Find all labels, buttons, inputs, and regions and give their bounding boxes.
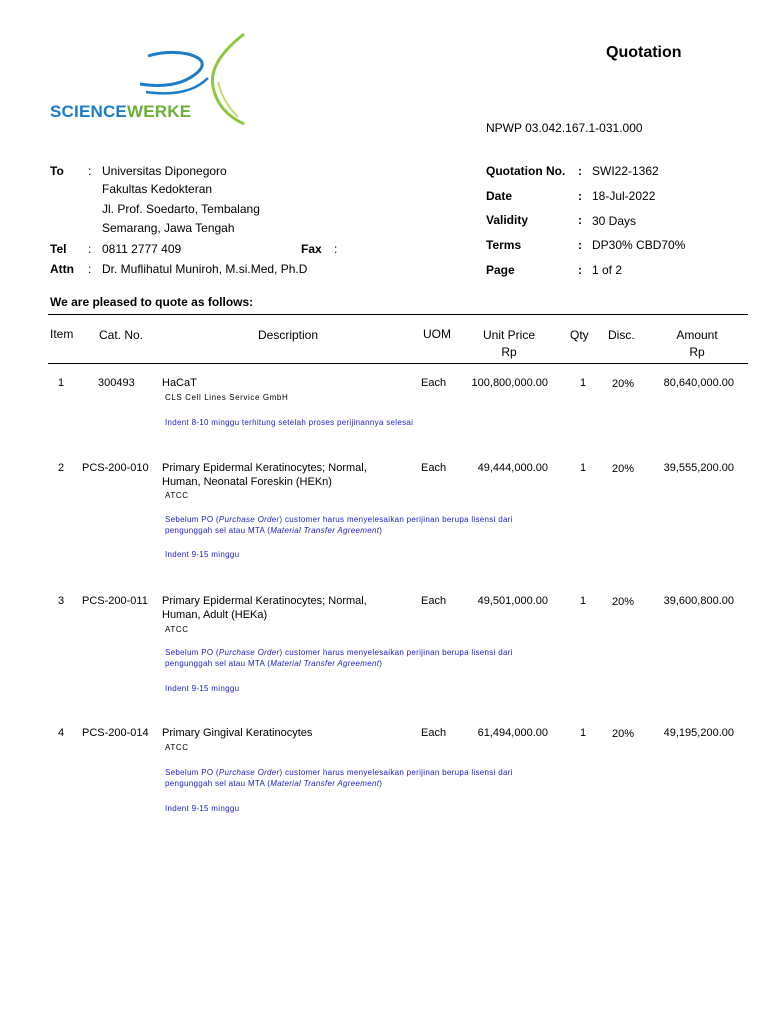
- terms-value: DP30% CBD70%: [592, 238, 686, 252]
- item-uom: Each: [421, 727, 447, 739]
- col-amount-currency: Rp: [689, 345, 705, 359]
- item-unit-price: 100,800,000.00: [471, 377, 548, 389]
- intro-text: We are pleased to quote as follows:: [50, 295, 254, 309]
- item-supplier: ATCC: [165, 491, 189, 500]
- po-note-b: Purchase Order: [218, 515, 280, 524]
- po-note-d: pengunggah sel atau MTA (: [165, 526, 271, 535]
- address-line-4: Semarang, Jawa Tengah: [102, 221, 235, 235]
- colon: :: [88, 242, 92, 256]
- colon: :: [88, 262, 92, 276]
- item-unit-price: 49,444,000.00: [477, 462, 548, 474]
- item-disc: 20%: [612, 378, 635, 390]
- po-note: [165, 767, 513, 789]
- item-desc-line2: Human, Neonatal Foreskin (HEKn): [162, 476, 332, 488]
- validity-value: 30 Days: [592, 214, 637, 228]
- item-indent-note: Indent 9-15 minggu: [165, 550, 240, 559]
- tel-label: Tel: [50, 242, 67, 256]
- item-disc: 20%: [612, 463, 635, 475]
- col-cat-no: Cat. No.: [99, 328, 144, 342]
- col-disc: Disc.: [608, 328, 635, 342]
- po-note-f: ): [379, 779, 383, 788]
- item-uom: Each: [421, 377, 447, 389]
- address-line-3: Jl. Prof. Soedarto, Tembalang: [102, 202, 260, 216]
- tel-value: 0811 2777 409: [102, 242, 182, 256]
- to-label: To: [50, 164, 64, 178]
- item-no: 3: [58, 595, 65, 607]
- po-note-a: Sebelum PO (: [165, 768, 219, 777]
- attn-label: Attn: [50, 262, 74, 276]
- item-amount: 39,600,800.00: [663, 595, 734, 607]
- col-uom: UOM: [423, 327, 451, 341]
- item-no: 2: [58, 462, 65, 474]
- po-note-a: Sebelum PO (: [165, 648, 219, 657]
- address-line-2: Fakultas Kedokteran: [102, 182, 213, 196]
- colon: :: [334, 242, 338, 256]
- item-supplier: CLS Cell Lines Service GmbH: [165, 393, 289, 402]
- item-indent-note: Indent 9-15 minggu: [165, 804, 240, 813]
- po-note: [165, 514, 513, 536]
- terms-label: Terms: [486, 238, 522, 252]
- item-qty: 1: [580, 727, 587, 739]
- po-note-e: Material Transfer Agreement: [270, 526, 380, 535]
- npwp-number: NPWP 03.042.167.1-031.000: [486, 121, 643, 135]
- item-supplier: ATCC: [165, 625, 189, 634]
- po-note-e: Material Transfer Agreement: [270, 659, 380, 668]
- validity-label: Validity: [486, 213, 529, 227]
- item-no: 1: [58, 377, 65, 389]
- item-amount: 80,640,000.00: [663, 377, 734, 389]
- document-title: Quotation: [606, 44, 682, 61]
- quote-no-value: SWI22-1362: [592, 164, 659, 178]
- attn-value: Dr. Muflihatul Muniroh, M.si.Med, Ph.D: [102, 262, 308, 276]
- item-desc: Primary Epidermal Keratinocytes; Normal,: [162, 462, 367, 474]
- po-note-b: Purchase Order: [218, 768, 280, 777]
- po-note-f: ): [379, 526, 383, 535]
- po-note-b: Purchase Order: [218, 648, 280, 657]
- item-indent-note: Indent 9-15 minggu: [165, 684, 240, 693]
- po-note-c: ) customer harus menyelesaikan perijinan berupa lisensi dari: [279, 768, 513, 777]
- po-note-e: Material Transfer Agreement: [270, 779, 380, 788]
- table-top-rule: [48, 314, 748, 315]
- item-desc: HaCaT: [162, 377, 197, 389]
- item-unit-price: 49,501,000.00: [477, 595, 548, 607]
- colon: :: [578, 213, 582, 227]
- item-qty: 1: [580, 377, 587, 389]
- col-unit-price-currency: Rp: [501, 345, 517, 359]
- item-amount: 49,195,200.00: [663, 727, 734, 739]
- item-disc: 20%: [612, 728, 635, 740]
- item-desc: Primary Epidermal Keratinocytes; Normal,: [162, 595, 367, 607]
- po-note-c: ) customer harus menyelesaikan perijinan berupa lisensi dari: [279, 515, 513, 524]
- item-no: 4: [58, 727, 65, 739]
- logo-part2: WERKE: [126, 102, 192, 121]
- po-note-a: Sebelum PO (: [165, 515, 219, 524]
- item-disc: 20%: [612, 596, 635, 608]
- col-amount: Amount: [676, 328, 718, 342]
- item-desc-line2: Human, Adult (HEKa): [162, 609, 268, 621]
- logo-part1: SCIENCE: [50, 102, 127, 121]
- item-cat-no: PCS-200-010: [82, 462, 149, 474]
- fax-label: Fax: [301, 242, 322, 256]
- col-qty: Qty: [570, 328, 589, 342]
- logo-wordmark: [50, 102, 191, 122]
- po-note: [165, 647, 513, 669]
- date-label: Date: [486, 189, 513, 203]
- item-qty: 1: [580, 595, 587, 607]
- item-supplier: ATCC: [165, 743, 189, 752]
- item-indent-note: Indent 8-10 minggu terhitung setelah proses perijinannya selesai: [165, 418, 414, 427]
- item-qty: 1: [580, 462, 587, 474]
- col-item: Item: [50, 327, 74, 341]
- address-line-1: Universitas Diponegoro: [102, 164, 227, 178]
- item-uom: Each: [421, 462, 447, 474]
- colon: :: [578, 189, 582, 203]
- item-uom: Each: [421, 595, 447, 607]
- item-desc: Primary Gingival Keratinocytes: [162, 727, 313, 739]
- item-unit-price: 61,494,000.00: [477, 727, 548, 739]
- item-cat-no: 300493: [98, 377, 135, 389]
- date-value: 18-Jul-2022: [592, 189, 656, 203]
- colon: :: [578, 164, 582, 178]
- quote-no-label: Quotation No.: [486, 164, 566, 178]
- page-label: Page: [486, 263, 515, 277]
- item-cat-no: PCS-200-014: [82, 727, 149, 739]
- col-description: Description: [257, 328, 319, 342]
- po-note-d: pengunggah sel atau MTA (: [165, 779, 271, 788]
- col-unit-price: Unit Price: [482, 328, 535, 342]
- po-note-d: pengunggah sel atau MTA (: [165, 659, 271, 668]
- item-amount: 39,555,200.00: [663, 462, 734, 474]
- item-cat-no: PCS-200-011: [82, 595, 148, 607]
- po-note-f: ): [379, 659, 383, 668]
- table-header-rule: [48, 363, 748, 364]
- colon: :: [88, 164, 92, 178]
- page-value: 1 of 2: [592, 263, 623, 277]
- colon: :: [578, 238, 582, 252]
- colon: :: [578, 263, 582, 277]
- po-note-c: ) customer harus menyelesaikan perijinan berupa lisensi dari: [279, 648, 513, 657]
